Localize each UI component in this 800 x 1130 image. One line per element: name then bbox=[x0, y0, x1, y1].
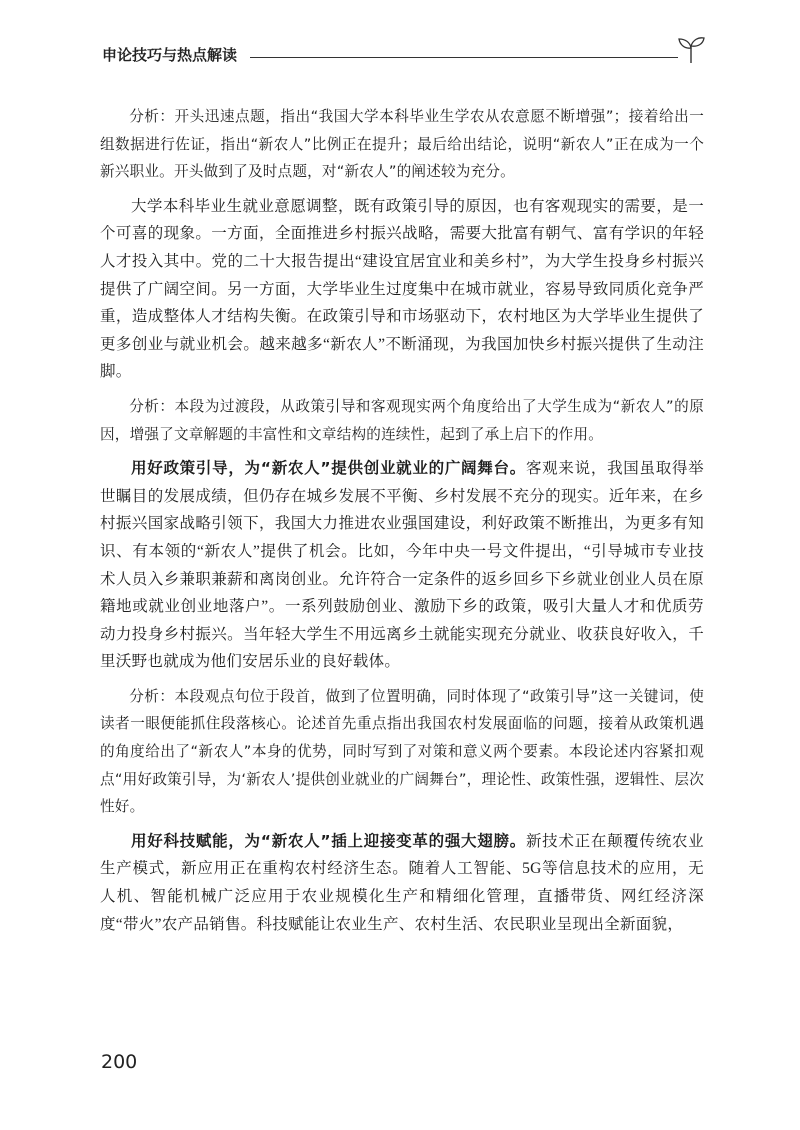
paragraph-lead-sentence: 用好科技赋能，为“新农人”插上迎接变革的强大翅膀。 bbox=[131, 831, 526, 850]
paragraph-text: 分析：开头迅速点题，指出“我国大学本科毕业生学农从农意愿不断增强”；接着给出一组数据进行佐证，指出“新农人”比例正在提升；最后给出结论，说明“新农人”正在成为一个新兴职业。开头做到了及时点题，对“新农人”的阐述较为充分。 bbox=[100, 108, 704, 181]
paragraph-lead-sentence: 用好政策引导，为“新农人”提供创业就业的广阔舞台。 bbox=[131, 459, 526, 478]
essay-paragraph bbox=[100, 193, 704, 386]
analysis-paragraph bbox=[100, 393, 704, 448]
header-rule bbox=[250, 57, 678, 58]
paragraph-text: 分析：本段为过渡段，从政策引导和客观现实两个角度给出了大学生成为“新农人”的原因，增强了文章解题的丰富性和文章结构的连续性，起到了承上启下的作用。 bbox=[100, 397, 704, 443]
analysis-paragraph bbox=[100, 683, 704, 821]
running-header bbox=[102, 34, 702, 74]
page-number: 200 bbox=[101, 1051, 138, 1073]
essay-paragraph bbox=[100, 455, 704, 676]
page-body bbox=[100, 103, 704, 945]
paragraph-text: 客观来说，我国虽取得举世瞩目的发展成绩，但仍存在城乡发展不平衡、乡村发展不充分的现实。近年来，在乡村振兴国家战略引领下，我国大力推进农业强国建设，利好政策不断推出，为更多有知识、有本领的“新农人”提供了机会。比如，今年中央一号文件提出，“引导城市专业技术人员入乡兼职兼薪和离岗创业。允许符合一定条件的返乡回乡下乡就业创业人员在原籍地或就业创业地落户”。一系列鼓励创业、激励下乡的政策，吸引大量人才和优质劳动力投身乡村振兴。当年轻大学生不用远离乡土就能实现充分就业、收获良好收入，千里沃野也就成为他们安居乐业的良好载体。 bbox=[100, 460, 704, 671]
essay-paragraph bbox=[100, 828, 704, 938]
analysis-paragraph bbox=[100, 103, 704, 186]
sprout-icon bbox=[676, 36, 706, 64]
paragraph-text: 新技术正在颠覆传统农业生产模式，新应用正在重构农村经济生态。随着人工智能、5G等信息技术的应用，无人机、智能机械广泛应用于农业规模化生产和精细化管理，直播带货、网红经济深度“带火”农产品销售。科技赋能让农业生产、农村生活、农民职业呈现出全新面貌， bbox=[100, 832, 704, 933]
paragraph-text: 大学本科毕业生就业意愿调整，既有政策引导的原因，也有客观现实的需要，是一个可喜的现象。一方面，全面推进乡村振兴战略，需要大批富有朝气、富有学识的年轻人才投入其中。党的二十大报告提出“建设宜居宜业和美乡村”，为大学生投身乡村振兴提供了广阔空间。另一方面，大学毕业生过度集中在城市就业，容易导致同质化竞争严重，造成整体人才结构失衡。在政策引导和市场驱动下，农村地区为大学毕业生提供了更多创业与就业机会。越来越多“新农人”不断涌现，为我国加快乡村振兴提供了生动注脚。 bbox=[100, 197, 704, 381]
header-title: 申论技巧与热点解读 bbox=[102, 46, 238, 64]
paragraph-text: 分析：本段观点句位于段首，做到了位置明确，同时体现了“政策引导”这一关键词，使读者一眼便能抓住段落核心。论述首先重点指出我国农村发展面临的问题，接着从政策机遇的角度给出了“新农人”本身的优势，同时写到了对策和意义两个要素。本段论述内容紧扣观点“用好政策引导，为‘新农人’提供创业就业的广阔舞台”，理论性、政策性强，逻辑性、层次性好。 bbox=[100, 687, 704, 816]
